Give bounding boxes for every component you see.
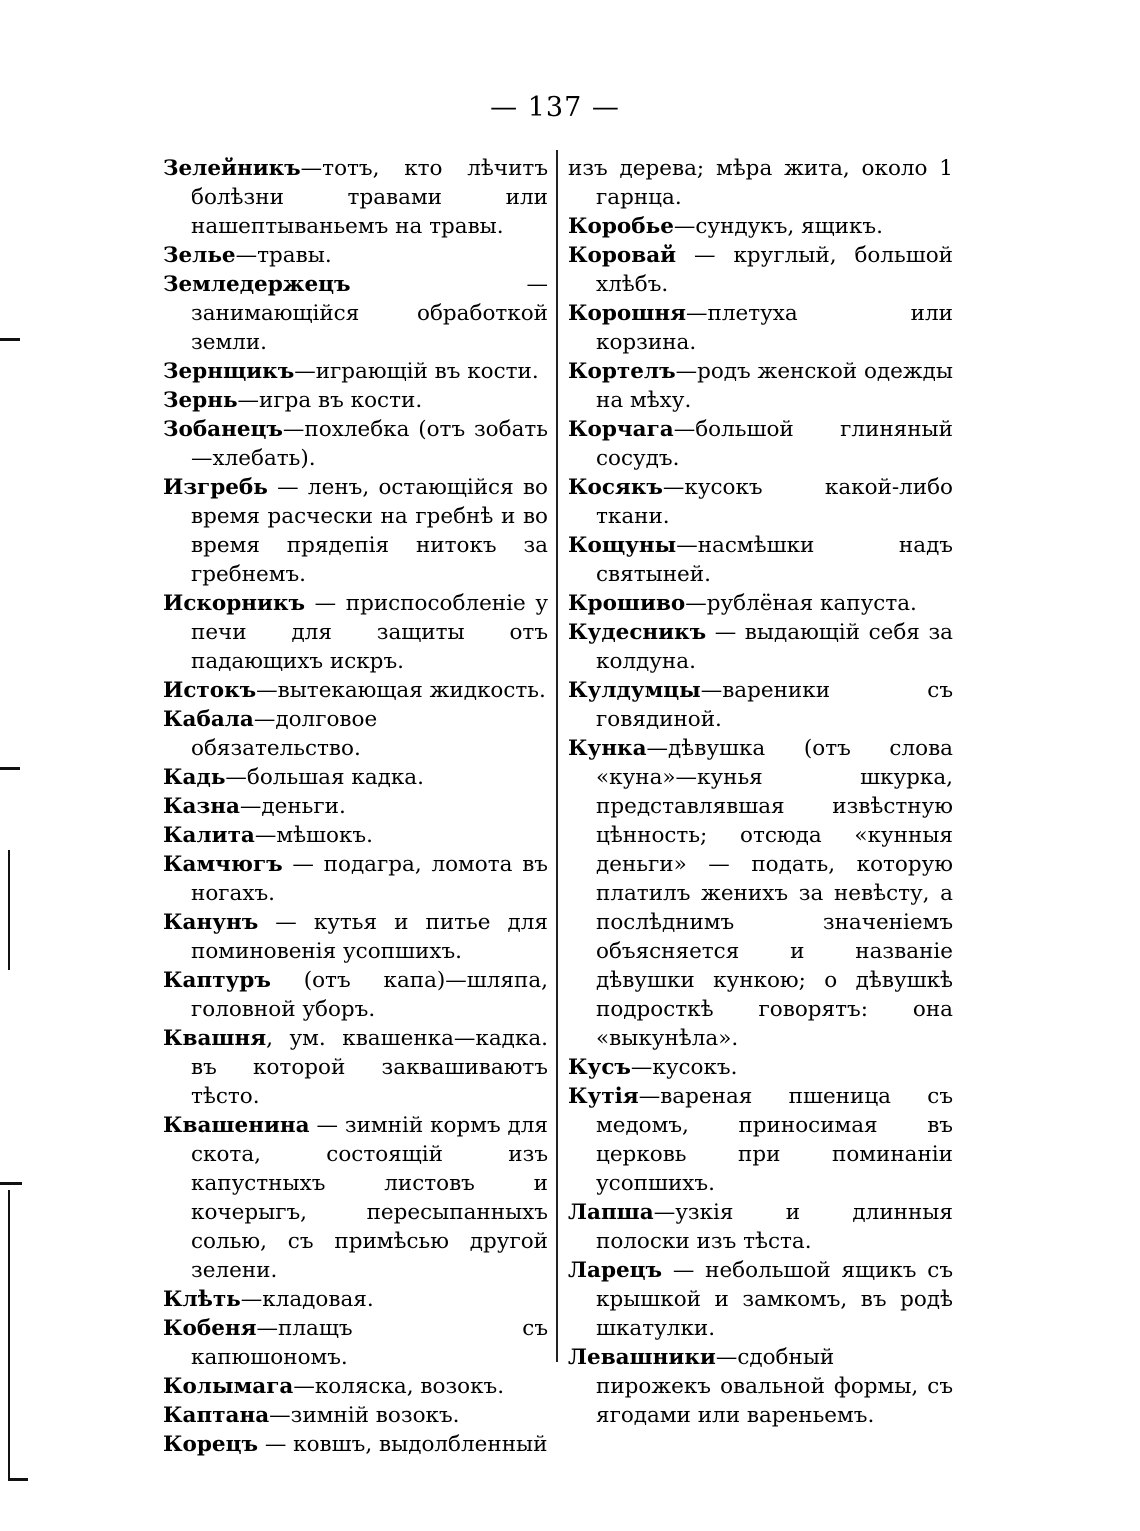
margin-mark: [0, 767, 20, 770]
left-column: [163, 154, 548, 1459]
entry-definition: —тотъ, кто лѣчитъ болѣзни травами или нашептываньемъ на травы.: [191, 156, 548, 239]
entry-headword: Коробье: [568, 214, 674, 239]
dictionary-entry: [163, 589, 548, 676]
entry-headword: Коровай: [568, 243, 677, 268]
right-column: [568, 154, 953, 1430]
entry-headword: Левашники: [568, 1345, 716, 1370]
entry-definition: —плащъ съ капюшономъ.: [191, 1316, 548, 1370]
dictionary-entry: [163, 386, 548, 415]
dictionary-entry: [568, 212, 953, 241]
dictionary-entry: [163, 154, 548, 241]
dictionary-entry: [568, 589, 953, 618]
dictionary-entry: [163, 270, 548, 357]
dictionary-entry: [568, 241, 953, 299]
dictionary-entry: [568, 1053, 953, 1082]
page-number: — 137 —: [490, 92, 620, 123]
dictionary-entry: [568, 1198, 953, 1256]
dictionary-entry: [163, 908, 548, 966]
entry-definition: —игра въ кости.: [237, 388, 423, 413]
entry-headword: Изгребь: [163, 475, 268, 500]
entry-definition: —рублёная капуста.: [685, 591, 917, 616]
entry-headword: Косякъ: [568, 475, 663, 500]
entry-headword: Искорникъ: [163, 591, 306, 616]
entry-headword: Клѣть: [163, 1287, 241, 1312]
dictionary-entry: [163, 357, 548, 386]
entry-headword: Камчюгъ: [163, 852, 283, 877]
entry-definition: — выдающій себя за колдуна.: [596, 620, 953, 674]
entry-definition: —большая кадка.: [225, 765, 424, 790]
dictionary-entry: [163, 705, 548, 763]
dictionary-entry: [568, 618, 953, 676]
entry-definition: — небольшой ящикъ съ крышкой и замкомъ, въ родѣ шкатулки.: [596, 1258, 953, 1341]
dictionary-entry: [163, 1372, 548, 1401]
entry-definition: —деньги.: [239, 794, 346, 819]
dictionary-entry: [163, 415, 548, 473]
margin-mark: [0, 338, 20, 341]
dictionary-entry: [163, 850, 548, 908]
entry-definition: — занимающійся обработкой земли.: [191, 272, 548, 355]
dictionary-entry: [163, 241, 548, 270]
entry-definition: —вареная пшеница съ медомъ, приносимая въ церковь при поминаніи усопшихъ.: [596, 1084, 953, 1196]
dictionary-entry: [568, 1343, 953, 1430]
entry-headword: Калита: [163, 823, 255, 848]
entry-headword: Кутія: [568, 1084, 639, 1109]
dictionary-entry: [163, 676, 548, 705]
dictionary-entry: [568, 415, 953, 473]
entry-definition: — ковшъ, выдолбленный: [258, 1432, 548, 1457]
dictionary-entry: [163, 1314, 548, 1372]
entry-definition: —дѣвушка (отъ слова «куна»—кунья шкурка, представлявшая извѣстную цѣнность; отсюда «кунныя деньги» — подать, которую платилъ женихъ за невѣсту, а послѣднимъ значеніемъ объясняется и названіе дѣвушки кункою; о дѣвушкѣ подросткѣ говорятъ: она «выкунѣла».: [596, 736, 953, 1051]
dictionary-entry: [568, 531, 953, 589]
dictionary-entry: [163, 821, 548, 850]
entry-definition: —травы.: [235, 243, 332, 268]
entry-definition: — ленъ, остающійся во время расчески на гребнѣ и во время прядепія нитокъ за гребнемъ.: [191, 475, 548, 587]
entry-definition: —родъ женской одежды на мѣху.: [596, 359, 954, 413]
dictionary-entry: [163, 473, 548, 589]
entry-definition: —вареники съ говядиной.: [596, 678, 953, 732]
entry-headword: Кадь: [163, 765, 226, 790]
entry-definition: — приспособленіе у печи для защиты отъ падающихъ искръ.: [191, 591, 548, 674]
entry-definition: —узкія и длинныя полоски изъ тѣста.: [596, 1200, 953, 1254]
margin-mark: [8, 850, 10, 970]
entry-headword: Земледержецъ: [163, 272, 351, 297]
entry-headword: Казна: [163, 794, 240, 819]
entry-headword: Каптуръ: [163, 968, 271, 993]
entry-headword: Зелейникъ: [163, 156, 301, 181]
margin-mark: [8, 1478, 28, 1481]
dictionary-entry: [163, 1111, 548, 1285]
entry-definition: (отъ капа)—шляпа, головной уборъ.: [191, 968, 548, 1022]
entry-definition: —долговое обязательство.: [191, 707, 378, 761]
entry-headword: Кабала: [163, 707, 254, 732]
entry-headword: Зернь: [163, 388, 238, 413]
entry-headword: Кудесникъ: [568, 620, 707, 645]
entry-headword: Зелье: [163, 243, 236, 268]
dictionary-entry: [568, 473, 953, 531]
entry-headword: Кулдумцы: [568, 678, 701, 703]
entry-definition: —плетуха или корзина.: [596, 301, 953, 355]
entry-headword: Истокъ: [163, 678, 257, 703]
dictionary-entry: [163, 1430, 548, 1459]
dictionary-entry: [568, 1082, 953, 1198]
entry-definition: —играющій въ кости.: [294, 359, 539, 384]
entry-headword: Кобеня: [163, 1316, 257, 1341]
entry-headword: Зернщикъ: [163, 359, 295, 384]
entry-headword: Ларецъ: [568, 1258, 663, 1283]
entry-headword: Квашня: [163, 1026, 267, 1051]
margin-mark: [8, 1190, 10, 1480]
entry-headword: Крошиво: [568, 591, 686, 616]
dictionary-entry: [568, 734, 953, 1053]
dictionary-entry: [163, 1024, 548, 1111]
dictionary-entry: [568, 299, 953, 357]
entry-headword: Корошня: [568, 301, 686, 326]
dictionary-entry: [163, 1401, 548, 1430]
column-divider: [556, 150, 558, 1362]
entry-headword: Кунка: [568, 736, 647, 761]
entry-definition: —насмѣшки надъ святыней.: [596, 533, 953, 587]
dictionary-entry: [568, 676, 953, 734]
margin-mark: [0, 1182, 22, 1185]
entry-definition: —кусокъ.: [630, 1055, 738, 1080]
entry-definition: — подагра, ломота въ ногахъ.: [191, 852, 548, 906]
dictionary-entry: [163, 1285, 548, 1314]
entry-headword: Кусъ: [568, 1055, 631, 1080]
entry-definition: — круглый, большой хлѣбъ.: [596, 243, 953, 297]
entry-definition: —кладовая.: [240, 1287, 374, 1312]
entry-definition: —мѣшокъ.: [254, 823, 373, 848]
entry-definition: —кусокъ какой-либо ткани.: [596, 475, 953, 529]
entry-headword: Кощуны: [568, 533, 677, 558]
entry-headword: Каптана: [163, 1403, 270, 1428]
dictionary-entry: [163, 792, 548, 821]
entry-definition: —сундукъ, ящикъ.: [673, 214, 883, 239]
entry-headword: Колымага: [163, 1374, 294, 1399]
dictionary-entry: [568, 357, 953, 415]
entry-headword: Лапша: [568, 1200, 654, 1225]
entry-headword: Кортелъ: [568, 359, 676, 384]
entry-definition: — зимній кормъ для скота, состоящій изъ капустныхъ листовъ и кочерыгъ, пересыпанныхъ солью, съ примѣсью другой зелени.: [191, 1113, 548, 1283]
entry-definition: —сдобный пирожекъ овальной формы, съ ягодами или вареньемъ.: [596, 1345, 953, 1428]
entry-definition: —вытекающая жидкость.: [256, 678, 546, 703]
entry-definition: изъ дерева; мѣра жита, около 1 гарнца.: [568, 156, 953, 210]
entry-definition: — кутья и питье для поминовенія усопшихъ.: [191, 910, 548, 964]
entry-headword: Корецъ: [163, 1432, 258, 1457]
entry-headword: Зобанецъ: [163, 417, 283, 442]
dictionary-entry: [163, 966, 548, 1024]
dictionary-entry: [568, 154, 953, 212]
entry-definition: —большой глиняный сосудъ.: [596, 417, 953, 471]
entry-headword: Канунъ: [163, 910, 259, 935]
dictionary-entry: [163, 763, 548, 792]
entry-definition: —коляска, возокъ.: [293, 1374, 505, 1399]
entry-headword: Квашенина: [163, 1113, 310, 1138]
entry-headword: Корчага: [568, 417, 674, 442]
entry-definition: —зимній возокъ.: [269, 1403, 460, 1428]
dictionary-entry: [568, 1256, 953, 1343]
entry-definition: , ум. квашенка—кадка. въ которой заквашиваютъ тѣсто.: [191, 1026, 548, 1109]
entry-definition: —похлебка (отъ зобать—хлебать).: [191, 417, 548, 471]
